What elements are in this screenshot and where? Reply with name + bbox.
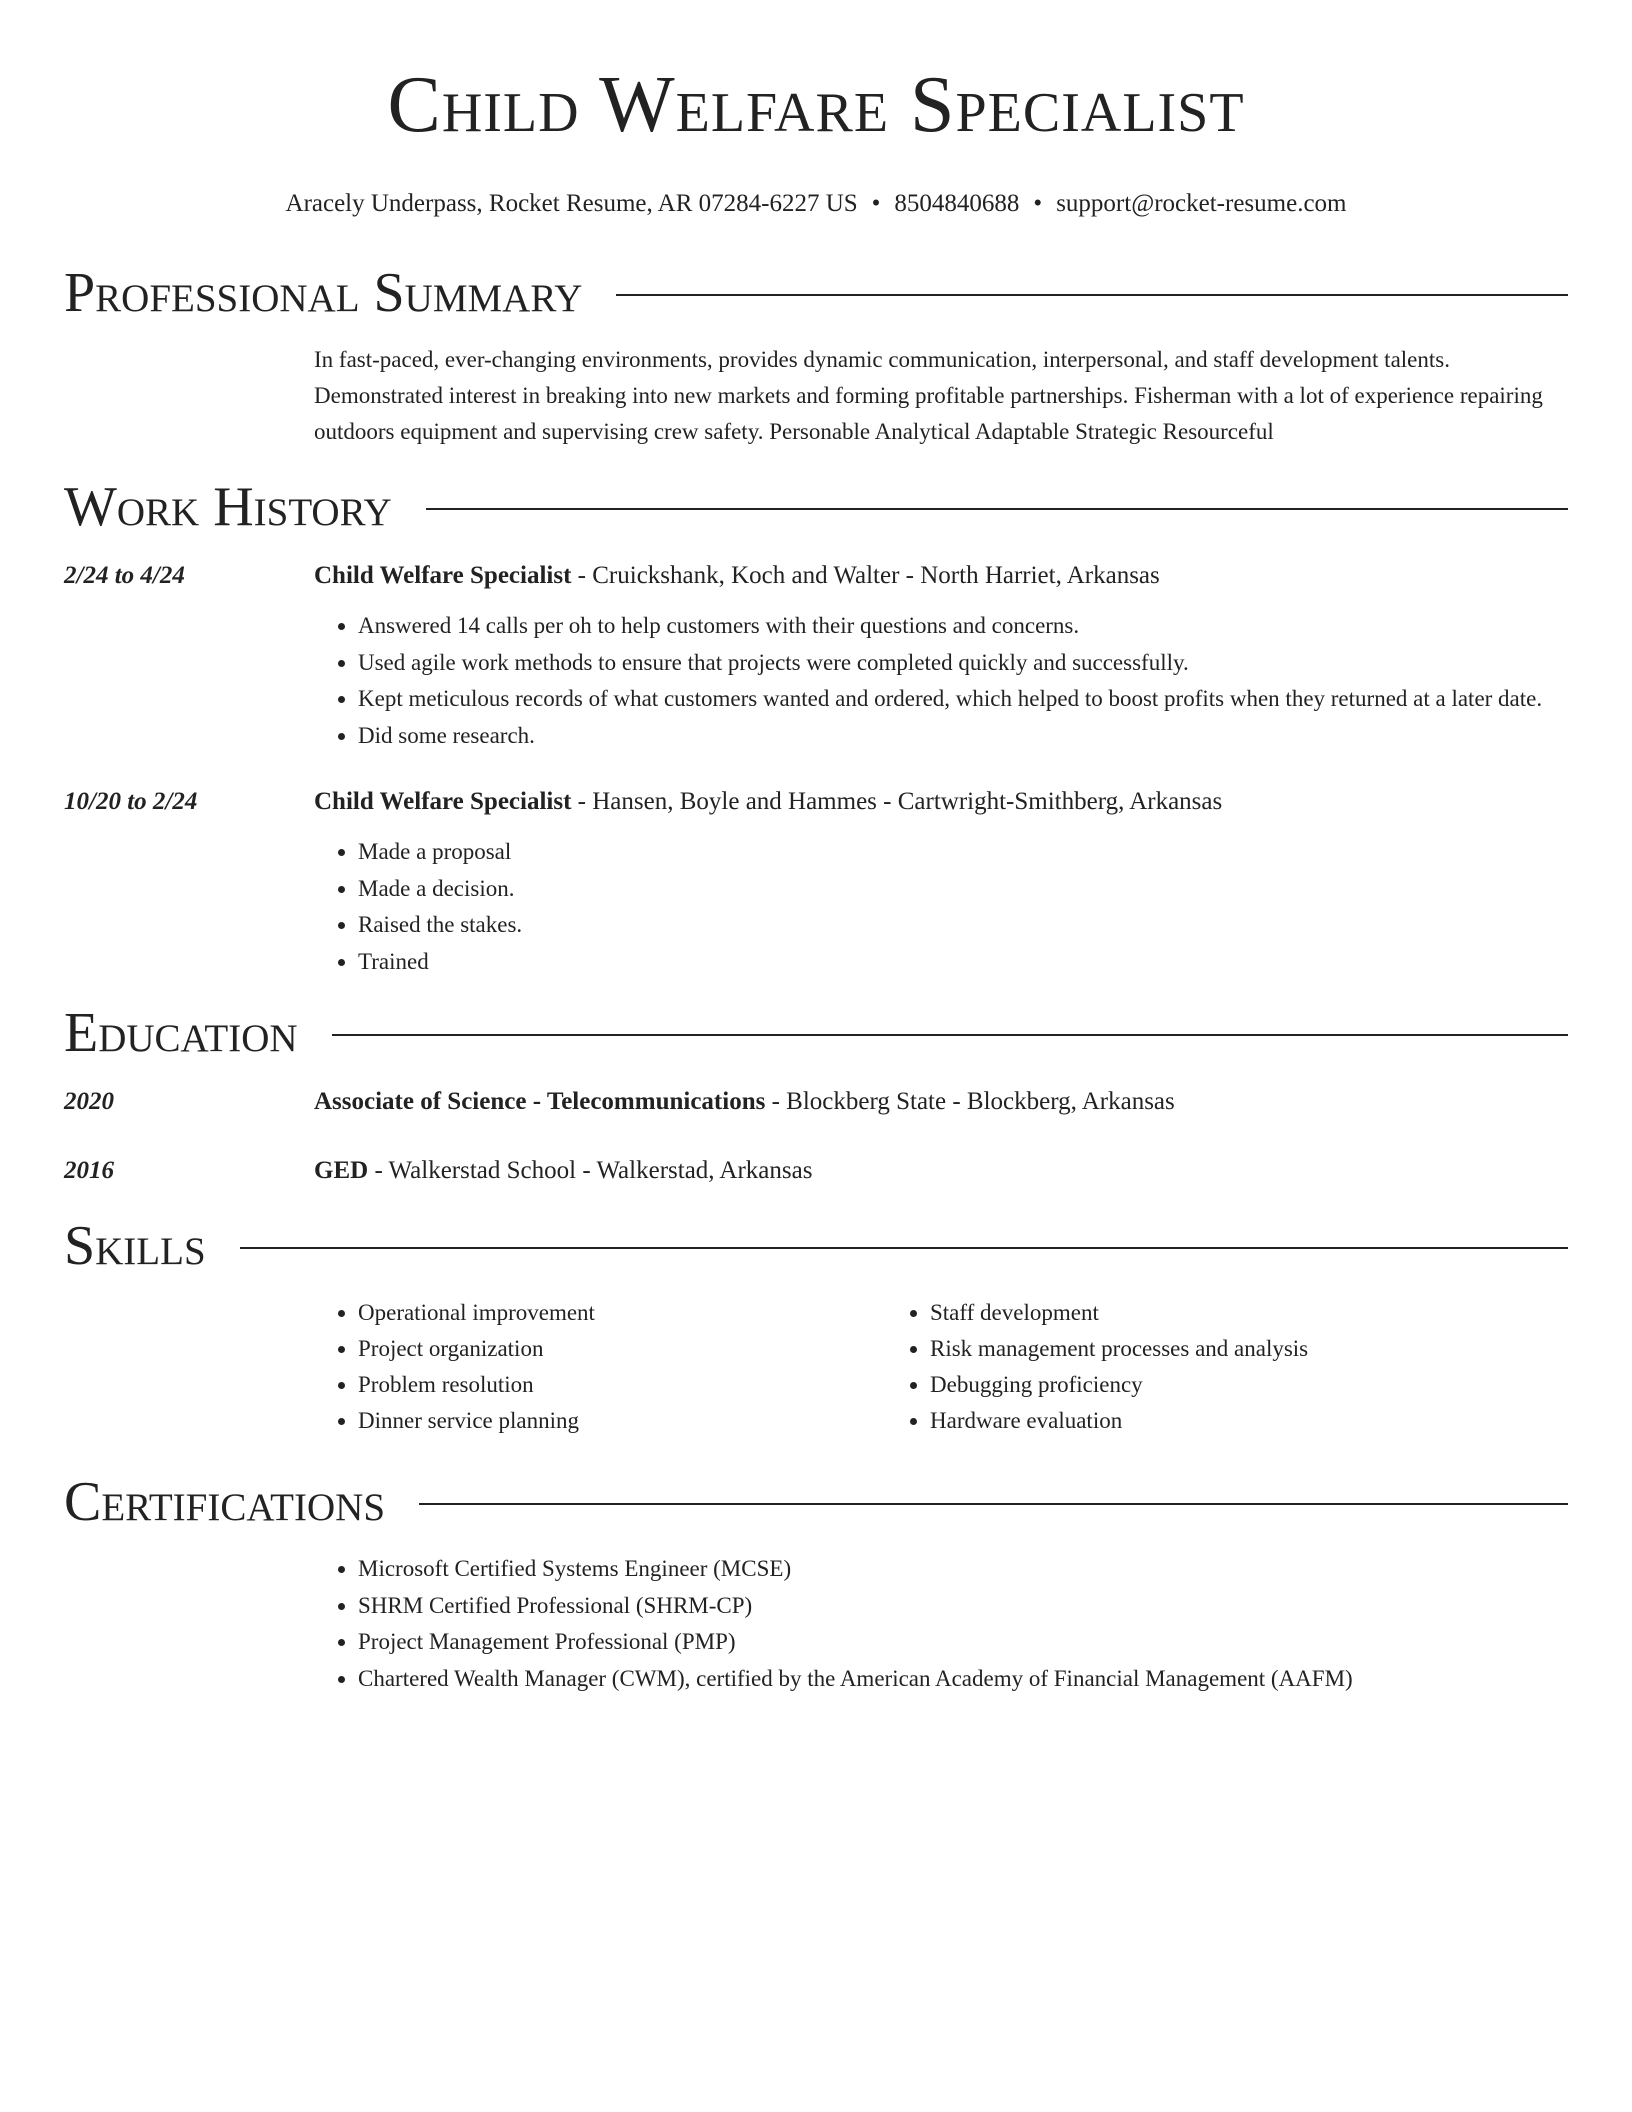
education-degree: GED — [314, 1157, 369, 1184]
skills-section-header — [64, 1211, 1568, 1281]
contact-separator: • — [871, 190, 881, 217]
work-section-title: Work History — [64, 476, 392, 538]
job-role: Child Welfare Specialist — [314, 788, 572, 815]
job-bullets — [314, 834, 1568, 980]
list-item: • Made a decision. — [358, 871, 1568, 908]
job-header — [64, 558, 1568, 594]
certifications-section-header — [64, 1467, 1568, 1537]
education-section-header — [64, 998, 1568, 1068]
skills-section-title: Skills — [64, 1215, 206, 1277]
list-item: • Raised the stakes. — [358, 907, 1568, 944]
list-item: • Did some research. — [358, 718, 1568, 755]
job-dates: 2/24 to 4/24 — [64, 562, 185, 589]
education-details: - Blockberg State - Blockberg, Arkansas — [765, 1088, 1175, 1115]
section-divider — [426, 508, 1568, 510]
education-info — [314, 1084, 1568, 1120]
summary-section-title: Professional Summary — [64, 262, 583, 324]
contact-separator: • — [1033, 190, 1043, 217]
list-item: • Used agile work methods to ensure that projects were completed quickly and successfully. — [358, 645, 1568, 682]
list-item: • Risk management processes and analysis — [930, 1331, 1458, 1367]
job-dates: 10/20 to 2/24 — [64, 788, 198, 815]
list-item: • Trained — [358, 944, 1568, 981]
job-entry — [64, 784, 1568, 980]
skills-column-left — [314, 1295, 886, 1439]
job-entry — [64, 558, 1568, 754]
skills-column-right — [886, 1295, 1458, 1439]
section-divider — [240, 1247, 1568, 1249]
summary-section-header — [64, 258, 1568, 328]
list-item: • SHRM Certified Professional (SHRM-CP) — [358, 1588, 1568, 1625]
education-entry — [64, 1153, 1568, 1189]
education-details: - Walkerstad School - Walkerstad, Arkansas — [368, 1157, 813, 1184]
contact-line — [64, 188, 1568, 220]
contact-address: Aracely Underpass, Rocket Resume, AR 07284-6227 US — [285, 190, 858, 217]
work-section-header — [64, 472, 1568, 542]
list-item: • Chartered Wealth Manager (CWM), certified by the American Academy of Financial Management (AAFM) — [358, 1661, 1568, 1698]
list-item: • Problem resolution — [358, 1367, 886, 1403]
skills-grid — [314, 1295, 1568, 1439]
job-info — [314, 784, 1568, 820]
job-details: - Cruickshank, Koch and Walter - North Harriet, Arkansas — [571, 562, 1160, 589]
job-info — [314, 558, 1568, 594]
contact-email: support@rocket-resume.com — [1056, 190, 1347, 217]
list-item: • Kept meticulous records of what customers wanted and ordered, which helped to boost profits when they returned at a later date. — [358, 681, 1568, 718]
list-item: • Hardware evaluation — [930, 1403, 1458, 1439]
section-divider — [419, 1503, 1568, 1505]
education-entry — [64, 1084, 1568, 1120]
job-role: Child Welfare Specialist — [314, 562, 572, 589]
certifications-section-title: Certifications — [64, 1471, 386, 1533]
list-item: • Operational improvement — [358, 1295, 886, 1331]
certifications-list — [314, 1551, 1568, 1697]
education-section-title: Education — [64, 1002, 298, 1064]
list-item: • Debugging proficiency — [930, 1367, 1458, 1403]
summary-text: In fast-paced, ever-changing environments, provides dynamic communication, interpersonal, and staff development talents. Demonstrated interest in breaking into new markets and forming profitable partnerships. Fisherman with a lot of experience repairing outdoors equipment and supervising crew safety. Personable Analytical Adaptable Strategic Resourceful — [314, 347, 1543, 444]
contact-phone: 8504840688 — [894, 190, 1020, 217]
job-bullets — [314, 608, 1568, 754]
list-item: • Project organization — [358, 1331, 886, 1367]
list-item: • Answered 14 calls per oh to help customers with their questions and concerns. — [358, 608, 1568, 645]
education-year: 2016 — [64, 1157, 114, 1184]
section-divider — [616, 294, 1568, 296]
list-item: • Project Management Professional (PMP) — [358, 1624, 1568, 1661]
list-item: • Made a proposal — [358, 834, 1568, 871]
resume-name: Child Welfare Specialist — [387, 61, 1245, 149]
section-divider — [332, 1034, 1568, 1036]
list-item: • Staff development — [930, 1295, 1458, 1331]
education-info — [314, 1153, 1568, 1189]
resume-page — [64, 0, 1568, 1697]
education-degree: Associate of Science - Telecommunications — [314, 1088, 766, 1115]
job-details: - Hansen, Boyle and Hammes - Cartwright-Smithberg, Arkansas — [571, 788, 1223, 815]
list-item: • Dinner service planning — [358, 1403, 886, 1439]
education-year: 2020 — [64, 1088, 114, 1115]
list-item: • Microsoft Certified Systems Engineer (MCSE) — [358, 1551, 1568, 1588]
job-header — [64, 784, 1568, 820]
